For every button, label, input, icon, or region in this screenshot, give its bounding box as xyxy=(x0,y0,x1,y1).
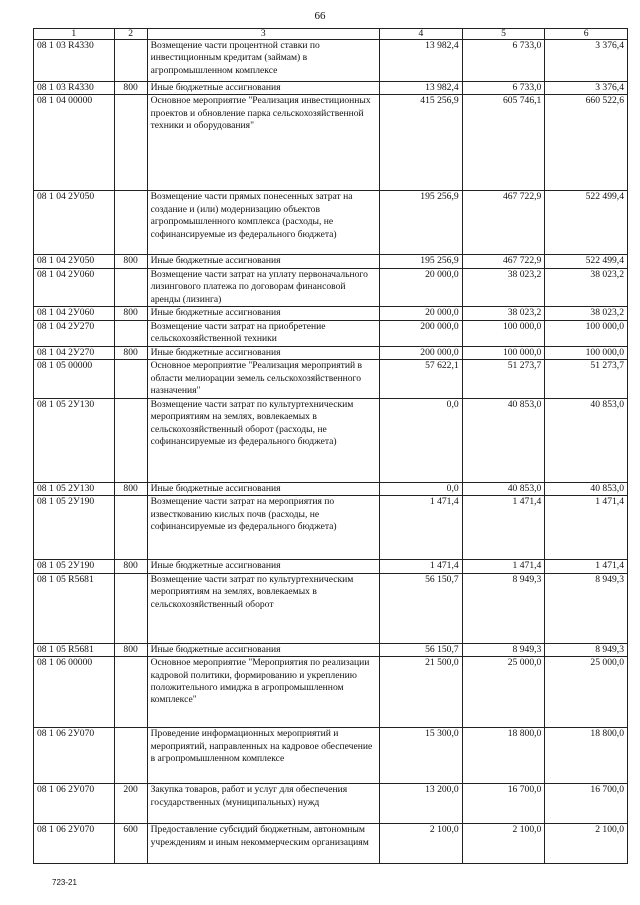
row-value-col-5: 2 100,0 xyxy=(462,824,545,864)
table-row xyxy=(34,191,628,255)
row-value-col-5: 25 000,0 xyxy=(462,657,545,728)
row-value-col-6: 3 376,4 xyxy=(545,82,628,95)
row-expense-type: 800 xyxy=(114,482,147,495)
row-expense-type xyxy=(114,657,147,728)
table-row xyxy=(34,82,628,95)
row-name: Иные бюджетные ассигнования xyxy=(147,255,379,268)
row-code: 08 1 05 2У130 xyxy=(34,398,115,482)
row-expense-type xyxy=(114,496,147,560)
row-value-col-6: 25 000,0 xyxy=(545,657,628,728)
row-value-col-5: 40 853,0 xyxy=(462,482,545,495)
row-code: 08 1 04 2У060 xyxy=(34,268,115,306)
row-name: Основное мероприятие "Мероприятия по реализации кадровой политики, формированию и укреплению положительного имиджа в агропромышленном комплексе" xyxy=(147,657,379,728)
row-code: 08 1 04 2У050 xyxy=(34,191,115,255)
header-col-6: 6 xyxy=(545,29,628,40)
footer-code: 723-21 xyxy=(52,878,77,887)
row-name: Иные бюджетные ассигнования xyxy=(147,482,379,495)
table-row xyxy=(34,320,628,346)
row-value-col-4: 2 100,0 xyxy=(380,824,463,864)
row-code: 08 1 04 2У270 xyxy=(34,320,115,346)
page-number: 66 xyxy=(314,10,326,22)
table-row xyxy=(34,95,628,191)
row-code: 08 1 05 00000 xyxy=(34,360,115,398)
row-value-col-6: 51 273,7 xyxy=(545,360,628,398)
row-value-col-5: 8 949,3 xyxy=(462,573,545,643)
header-col-5: 5 xyxy=(462,29,545,40)
row-code: 08 1 05 2У190 xyxy=(34,560,115,573)
row-code: 08 1 05 2У190 xyxy=(34,496,115,560)
row-value-col-5: 467 722,9 xyxy=(462,191,545,255)
row-value-col-6: 1 471,4 xyxy=(545,560,628,573)
row-value-col-5: 18 800,0 xyxy=(462,728,545,784)
row-value-col-6: 8 949,3 xyxy=(545,643,628,656)
row-value-col-4: 20 000,0 xyxy=(380,268,463,306)
row-name: Возмещение части затрат на уплату первоначального лизингового платежа по договорам финансовой аренды (лизинга) xyxy=(147,268,379,306)
row-code: 08 1 06 2У070 xyxy=(34,784,115,824)
row-value-col-4: 13 982,4 xyxy=(380,40,463,82)
table-row xyxy=(34,496,628,560)
row-value-col-4: 13 200,0 xyxy=(380,784,463,824)
row-value-col-4: 0,0 xyxy=(380,398,463,482)
row-code: 08 1 04 2У060 xyxy=(34,307,115,320)
budget-table xyxy=(33,28,628,864)
row-value-col-4: 1 471,4 xyxy=(380,496,463,560)
row-name: Иные бюджетные ассигнования xyxy=(147,346,379,359)
row-value-col-6: 3 376,4 xyxy=(545,40,628,82)
row-expense-type xyxy=(114,398,147,482)
table-row xyxy=(34,482,628,495)
row-value-col-4: 56 150,7 xyxy=(380,573,463,643)
row-value-col-4: 1 471,4 xyxy=(380,560,463,573)
row-value-col-6: 40 853,0 xyxy=(545,398,628,482)
row-expense-type: 200 xyxy=(114,784,147,824)
row-value-col-5: 467 722,9 xyxy=(462,255,545,268)
row-value-col-5: 38 023,2 xyxy=(462,268,545,306)
row-value-col-4: 415 256,9 xyxy=(380,95,463,191)
row-value-col-5: 16 700,0 xyxy=(462,784,545,824)
row-value-col-5: 38 023,2 xyxy=(462,307,545,320)
row-expense-type: 800 xyxy=(114,82,147,95)
row-name: Возмещение части затрат по культуртехническим мероприятиям на землях, вовлекаемых в сельскохозяйственный оборот xyxy=(147,573,379,643)
row-value-col-6: 522 499,4 xyxy=(545,255,628,268)
row-name: Иные бюджетные ассигнования xyxy=(147,560,379,573)
row-value-col-4: 21 500,0 xyxy=(380,657,463,728)
row-value-col-5: 605 746,1 xyxy=(462,95,545,191)
row-name: Возмещение части процентной ставки по инвестиционным кредитам (займам) в агропромышленном комплексе xyxy=(147,40,379,82)
row-expense-type xyxy=(114,40,147,82)
row-value-col-4: 20 000,0 xyxy=(380,307,463,320)
row-name: Возмещение части прямых понесенных затрат на создание и (или) модернизацию объектов агропромышленного комплекса (расходы, не софинансируемые из федерального бюджета) xyxy=(147,191,379,255)
table-row xyxy=(34,784,628,824)
row-expense-type: 800 xyxy=(114,255,147,268)
row-value-col-6: 660 522,6 xyxy=(545,95,628,191)
row-expense-type: 800 xyxy=(114,560,147,573)
row-value-col-4: 57 622,1 xyxy=(380,360,463,398)
row-code: 08 1 04 00000 xyxy=(34,95,115,191)
table-row xyxy=(34,398,628,482)
row-value-col-5: 100 000,0 xyxy=(462,320,545,346)
row-code: 08 1 06 00000 xyxy=(34,657,115,728)
row-value-col-6: 100 000,0 xyxy=(545,346,628,359)
row-code: 08 1 05 R5681 xyxy=(34,573,115,643)
row-value-col-5: 6 733,0 xyxy=(462,82,545,95)
row-code: 08 1 06 2У070 xyxy=(34,824,115,864)
row-name: Проведение информационных мероприятий и мероприятий, направленных на кадровое обеспечение в агропромышленном комплексе xyxy=(147,728,379,784)
table-row xyxy=(34,268,628,306)
row-value-col-5: 40 853,0 xyxy=(462,398,545,482)
row-value-col-4: 56 150,7 xyxy=(380,643,463,656)
row-value-col-6: 1 471,4 xyxy=(545,496,628,560)
table-row xyxy=(34,824,628,864)
row-code: 08 1 04 2У270 xyxy=(34,346,115,359)
table-row xyxy=(34,307,628,320)
row-value-col-6: 2 100,0 xyxy=(545,824,628,864)
row-value-col-6: 18 800,0 xyxy=(545,728,628,784)
row-value-col-4: 200 000,0 xyxy=(380,320,463,346)
table-row xyxy=(34,728,628,784)
row-code: 08 1 05 2У130 xyxy=(34,482,115,495)
row-code: 08 1 04 2У050 xyxy=(34,255,115,268)
row-value-col-5: 100 000,0 xyxy=(462,346,545,359)
row-expense-type xyxy=(114,320,147,346)
row-expense-type xyxy=(114,573,147,643)
row-value-col-6: 8 949,3 xyxy=(545,573,628,643)
row-code: 08 1 05 R5681 xyxy=(34,643,115,656)
row-value-col-6: 522 499,4 xyxy=(545,191,628,255)
row-expense-type: 800 xyxy=(114,643,147,656)
row-expense-type: 600 xyxy=(114,824,147,864)
header-col-1: 1 xyxy=(34,29,115,40)
row-value-col-6: 38 023,2 xyxy=(545,307,628,320)
row-value-col-4: 195 256,9 xyxy=(380,255,463,268)
row-expense-type xyxy=(114,191,147,255)
row-value-col-4: 200 000,0 xyxy=(380,346,463,359)
table-row xyxy=(34,657,628,728)
row-expense-type xyxy=(114,95,147,191)
row-expense-type xyxy=(114,360,147,398)
row-name: Возмещение части затрат на приобретение сельскохозяйственной техники xyxy=(147,320,379,346)
row-code: 08 1 03 R4330 xyxy=(34,40,115,82)
row-name: Иные бюджетные ассигнования xyxy=(147,82,379,95)
row-value-col-6: 16 700,0 xyxy=(545,784,628,824)
row-name: Иные бюджетные ассигнования xyxy=(147,307,379,320)
table-row xyxy=(34,255,628,268)
row-name: Возмещение части затрат на мероприятия по известкованию кислых почв (расходы, не софинансируемые из федерального бюджета) xyxy=(147,496,379,560)
header-col-2: 2 xyxy=(114,29,147,40)
row-code: 08 1 03 R4330 xyxy=(34,82,115,95)
row-name: Основное мероприятие "Реализация мероприятий в области мелиорации земель сельскохозяйственного назначения" xyxy=(147,360,379,398)
row-name: Иные бюджетные ассигнования xyxy=(147,643,379,656)
row-value-col-5: 51 273,7 xyxy=(462,360,545,398)
row-value-col-4: 13 982,4 xyxy=(380,82,463,95)
row-expense-type: 800 xyxy=(114,307,147,320)
row-value-col-6: 100 000,0 xyxy=(545,320,628,346)
table-row xyxy=(34,643,628,656)
row-value-col-5: 1 471,4 xyxy=(462,496,545,560)
row-value-col-6: 38 023,2 xyxy=(545,268,628,306)
header-col-4: 4 xyxy=(380,29,463,40)
table-header-row xyxy=(34,29,628,40)
row-value-col-4: 0,0 xyxy=(380,482,463,495)
row-name: Закупка товаров, работ и услуг для обеспечения государственных (муниципальных) нужд xyxy=(147,784,379,824)
row-value-col-4: 195 256,9 xyxy=(380,191,463,255)
row-value-col-5: 6 733,0 xyxy=(462,40,545,82)
table-row xyxy=(34,560,628,573)
row-expense-type xyxy=(114,728,147,784)
row-name: Предоставление субсидий бюджетным, автономным учреждениям и иным некоммерческим организациям xyxy=(147,824,379,864)
row-name: Основное мероприятие "Реализация инвестиционных проектов и обновление парка сельскохозяйственной техники и оборудования" xyxy=(147,95,379,191)
row-name: Возмещение части затрат по культуртехническим мероприятиям на землях, вовлекаемых в сельскохозяйственный оборот (расходы, не софинансируемые из федерального бюджета) xyxy=(147,398,379,482)
row-value-col-4: 15 300,0 xyxy=(380,728,463,784)
table-row xyxy=(34,346,628,359)
table-row xyxy=(34,40,628,82)
row-value-col-5: 1 471,4 xyxy=(462,560,545,573)
table-row xyxy=(34,360,628,398)
row-value-col-5: 8 949,3 xyxy=(462,643,545,656)
header-col-3: 3 xyxy=(147,29,379,40)
row-expense-type xyxy=(114,268,147,306)
table-row xyxy=(34,573,628,643)
row-expense-type: 800 xyxy=(114,346,147,359)
row-code: 08 1 06 2У070 xyxy=(34,728,115,784)
row-value-col-6: 40 853,0 xyxy=(545,482,628,495)
